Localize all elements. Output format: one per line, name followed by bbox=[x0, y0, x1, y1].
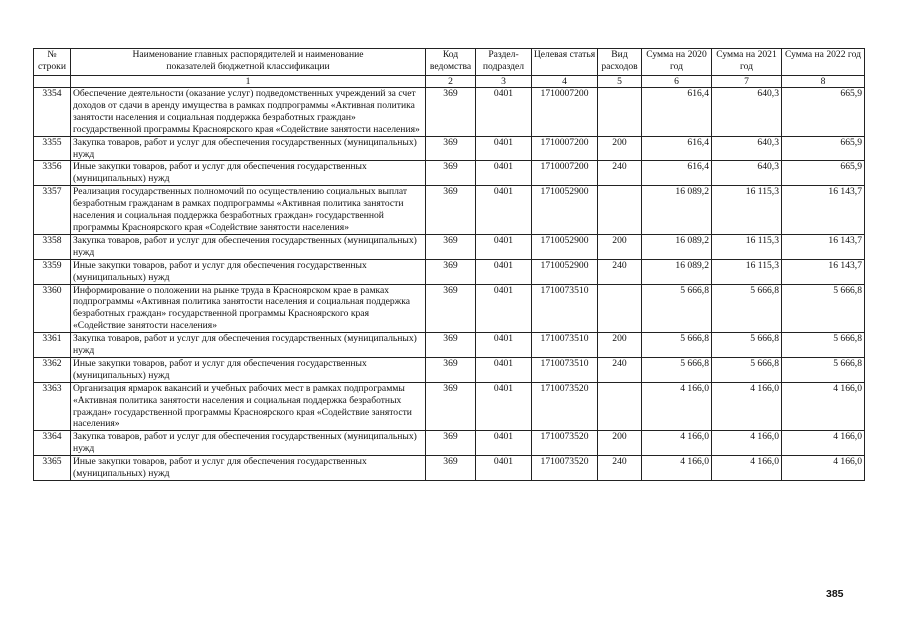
row-number-cell: 3357 bbox=[34, 186, 71, 235]
header-name: Наименование главных распорядителей и наименование показателей бюджетной классификации bbox=[71, 49, 426, 76]
header-row bbox=[34, 49, 865, 76]
row-sum-2020-cell: 5 666,8 bbox=[642, 357, 712, 382]
row-section-cell: 0401 bbox=[476, 259, 532, 284]
row-expense-kind-cell bbox=[598, 186, 642, 235]
row-sum-2021-cell: 16 115,3 bbox=[712, 259, 782, 284]
table-row bbox=[34, 136, 865, 161]
table-row bbox=[34, 186, 865, 235]
row-name-cell: Иные закупки товаров, работ и услуг для обеспечения государственных (муниципальных) нужд bbox=[71, 161, 426, 186]
row-name-cell: Закупка товаров, работ и услуг для обеспечения государственных (муниципальных) нужд bbox=[71, 136, 426, 161]
row-dept-code-cell: 369 bbox=[426, 88, 476, 137]
row-target-article-cell: 1710052900 bbox=[532, 234, 598, 259]
row-sum-2021-cell: 16 115,3 bbox=[712, 186, 782, 235]
row-name-cell: Закупка товаров, работ и услуг для обеспечения государственных (муниципальных) нужд bbox=[71, 333, 426, 358]
row-sum-2022-cell: 5 666,8 bbox=[782, 284, 865, 333]
row-sum-2021-cell: 640,3 bbox=[712, 88, 782, 137]
row-sum-2022-cell: 665,9 bbox=[782, 88, 865, 137]
row-name-cell: Закупка товаров, работ и услуг для обеспечения государственных (муниципальных) нужд bbox=[71, 234, 426, 259]
table-row bbox=[34, 357, 865, 382]
row-sum-2021-cell: 640,3 bbox=[712, 136, 782, 161]
row-target-article-cell: 1710073520 bbox=[532, 456, 598, 481]
header-section: Раздел-подраздел bbox=[476, 49, 532, 76]
row-dept-code-cell: 369 bbox=[426, 456, 476, 481]
row-expense-kind-cell: 240 bbox=[598, 259, 642, 284]
column-number: 8 bbox=[782, 76, 865, 88]
row-sum-2020-cell: 5 666,8 bbox=[642, 284, 712, 333]
row-section-cell: 0401 bbox=[476, 136, 532, 161]
row-target-article-cell: 1710007200 bbox=[532, 136, 598, 161]
table-row bbox=[34, 88, 865, 137]
row-name-cell: Иные закупки товаров, работ и услуг для обеспечения государственных (муниципальных) нужд bbox=[71, 259, 426, 284]
row-target-article-cell: 1710073520 bbox=[532, 382, 598, 431]
row-dept-code-cell: 369 bbox=[426, 284, 476, 333]
row-section-cell: 0401 bbox=[476, 234, 532, 259]
row-sum-2022-cell: 665,9 bbox=[782, 161, 865, 186]
column-number: 2 bbox=[426, 76, 476, 88]
row-dept-code-cell: 369 bbox=[426, 382, 476, 431]
row-section-cell: 0401 bbox=[476, 186, 532, 235]
row-sum-2022-cell: 4 166,0 bbox=[782, 456, 865, 481]
row-expense-kind-cell: 240 bbox=[598, 161, 642, 186]
row-number-cell: 3364 bbox=[34, 431, 71, 456]
header-expense-kind: Вид расходов bbox=[598, 49, 642, 76]
row-name-cell: Обеспечение деятельности (оказание услуг) подведомственных учреждений за счет доходов от сдачи в аренду имущества в рамках подпрограммы «Активная политика занятости населения и социальная поддержка безработных граждан» государственной программы Красноярского края «Содействие занятости населения» bbox=[71, 88, 426, 137]
budget-table bbox=[33, 48, 865, 481]
row-expense-kind-cell: 200 bbox=[598, 136, 642, 161]
row-expense-kind-cell bbox=[598, 284, 642, 333]
row-section-cell: 0401 bbox=[476, 333, 532, 358]
row-sum-2021-cell: 5 666,8 bbox=[712, 333, 782, 358]
row-name-cell: Организация ярмарок вакансий и учебных рабочих мест в рамках подпрограммы «Активная политика занятости населения и социальная поддержка безработных граждан» государственной программы Красноярского края «Содействие занятости населения» bbox=[71, 382, 426, 431]
row-sum-2021-cell: 640,3 bbox=[712, 161, 782, 186]
row-target-article-cell: 1710073510 bbox=[532, 357, 598, 382]
row-number-cell: 3358 bbox=[34, 234, 71, 259]
row-target-article-cell: 1710073510 bbox=[532, 333, 598, 358]
row-sum-2020-cell: 16 089,2 bbox=[642, 259, 712, 284]
row-expense-kind-cell bbox=[598, 382, 642, 431]
row-section-cell: 0401 bbox=[476, 357, 532, 382]
row-sum-2021-cell: 4 166,0 bbox=[712, 431, 782, 456]
row-dept-code-cell: 369 bbox=[426, 333, 476, 358]
row-sum-2022-cell: 16 143,7 bbox=[782, 259, 865, 284]
row-expense-kind-cell: 240 bbox=[598, 357, 642, 382]
table-row bbox=[34, 382, 865, 431]
row-dept-code-cell: 369 bbox=[426, 186, 476, 235]
column-number: 1 bbox=[71, 76, 426, 88]
row-sum-2022-cell: 16 143,7 bbox=[782, 234, 865, 259]
column-number: 3 bbox=[476, 76, 532, 88]
column-number: 5 bbox=[598, 76, 642, 88]
row-sum-2020-cell: 4 166,0 bbox=[642, 456, 712, 481]
row-section-cell: 0401 bbox=[476, 161, 532, 186]
row-sum-2021-cell: 4 166,0 bbox=[712, 382, 782, 431]
row-number-cell: 3359 bbox=[34, 259, 71, 284]
row-sum-2022-cell: 5 666,8 bbox=[782, 333, 865, 358]
row-sum-2021-cell: 16 115,3 bbox=[712, 234, 782, 259]
header-sum-2022: Сумма на 2022 год bbox=[782, 49, 865, 76]
header-dept-code: Код ведомства bbox=[426, 49, 476, 76]
row-dept-code-cell: 369 bbox=[426, 136, 476, 161]
table-row bbox=[34, 161, 865, 186]
row-expense-kind-cell bbox=[598, 88, 642, 137]
table-row bbox=[34, 234, 865, 259]
row-sum-2022-cell: 4 166,0 bbox=[782, 382, 865, 431]
row-target-article-cell: 1710073510 bbox=[532, 284, 598, 333]
row-section-cell: 0401 bbox=[476, 382, 532, 431]
row-sum-2022-cell: 4 166,0 bbox=[782, 431, 865, 456]
row-target-article-cell: 1710007200 bbox=[532, 88, 598, 137]
table-row bbox=[34, 456, 865, 481]
table-row bbox=[34, 333, 865, 358]
row-sum-2022-cell: 665,9 bbox=[782, 136, 865, 161]
column-number bbox=[34, 76, 71, 88]
row-expense-kind-cell: 200 bbox=[598, 234, 642, 259]
row-dept-code-cell: 369 bbox=[426, 161, 476, 186]
row-number-cell: 3356 bbox=[34, 161, 71, 186]
row-sum-2021-cell: 5 666,8 bbox=[712, 357, 782, 382]
row-target-article-cell: 1710007200 bbox=[532, 161, 598, 186]
row-section-cell: 0401 bbox=[476, 284, 532, 333]
table-row bbox=[34, 284, 865, 333]
row-sum-2020-cell: 16 089,2 bbox=[642, 186, 712, 235]
row-number-cell: 3355 bbox=[34, 136, 71, 161]
page-number: 385 bbox=[826, 588, 844, 600]
row-target-article-cell: 1710052900 bbox=[532, 259, 598, 284]
row-target-article-cell: 1710073520 bbox=[532, 431, 598, 456]
column-number: 4 bbox=[532, 76, 598, 88]
row-sum-2020-cell: 616,4 bbox=[642, 136, 712, 161]
header-sum-2021: Сумма на 2021 год bbox=[712, 49, 782, 76]
column-number-row bbox=[34, 76, 865, 88]
row-number-cell: 3362 bbox=[34, 357, 71, 382]
row-sum-2020-cell: 4 166,0 bbox=[642, 382, 712, 431]
header-target-article: Целевая статья bbox=[532, 49, 598, 76]
row-name-cell: Закупка товаров, работ и услуг для обеспечения государственных (муниципальных) нужд bbox=[71, 431, 426, 456]
row-section-cell: 0401 bbox=[476, 88, 532, 137]
row-dept-code-cell: 369 bbox=[426, 259, 476, 284]
row-number-cell: 3361 bbox=[34, 333, 71, 358]
row-name-cell: Иные закупки товаров, работ и услуг для обеспечения государственных (муниципальных) нужд bbox=[71, 456, 426, 481]
row-sum-2020-cell: 616,4 bbox=[642, 88, 712, 137]
row-name-cell: Информирование о положении на рынке труда в Красноярском крае в рамках подпрограммы «Активная политика занятости населения и социальная поддержка безработных граждан» государственной программы Красноярского края «Содействие занятости населения» bbox=[71, 284, 426, 333]
row-sum-2020-cell: 616,4 bbox=[642, 161, 712, 186]
column-number: 6 bbox=[642, 76, 712, 88]
table-row bbox=[34, 259, 865, 284]
table-body bbox=[34, 88, 865, 481]
row-target-article-cell: 1710052900 bbox=[532, 186, 598, 235]
header-sum-2020: Сумма на 2020 год bbox=[642, 49, 712, 76]
row-section-cell: 0401 bbox=[476, 431, 532, 456]
row-number-cell: 3354 bbox=[34, 88, 71, 137]
row-sum-2021-cell: 5 666,8 bbox=[712, 284, 782, 333]
row-sum-2020-cell: 16 089,2 bbox=[642, 234, 712, 259]
row-sum-2020-cell: 5 666,8 bbox=[642, 333, 712, 358]
row-expense-kind-cell: 200 bbox=[598, 431, 642, 456]
row-name-cell: Реализация государственных полномочий по осуществлению социальных выплат безработным гражданам в рамках подпрограммы «Активная политика занятости населения и социальная поддержка безработных граждан» государственной программы Красноярского края «Содействие занятости населения» bbox=[71, 186, 426, 235]
row-sum-2020-cell: 4 166,0 bbox=[642, 431, 712, 456]
row-section-cell: 0401 bbox=[476, 456, 532, 481]
row-name-cell: Иные закупки товаров, работ и услуг для обеспечения государственных (муниципальных) нужд bbox=[71, 357, 426, 382]
row-dept-code-cell: 369 bbox=[426, 431, 476, 456]
row-dept-code-cell: 369 bbox=[426, 234, 476, 259]
row-sum-2021-cell: 4 166,0 bbox=[712, 456, 782, 481]
row-dept-code-cell: 369 bbox=[426, 357, 476, 382]
row-number-cell: 3363 bbox=[34, 382, 71, 431]
row-sum-2022-cell: 5 666,8 bbox=[782, 357, 865, 382]
row-number-cell: 3365 bbox=[34, 456, 71, 481]
table-header bbox=[34, 49, 865, 88]
row-expense-kind-cell: 200 bbox=[598, 333, 642, 358]
row-expense-kind-cell: 240 bbox=[598, 456, 642, 481]
column-number: 7 bbox=[712, 76, 782, 88]
row-number-cell: 3360 bbox=[34, 284, 71, 333]
table-row bbox=[34, 431, 865, 456]
row-sum-2022-cell: 16 143,7 bbox=[782, 186, 865, 235]
header-row-no: № строки bbox=[34, 49, 71, 76]
